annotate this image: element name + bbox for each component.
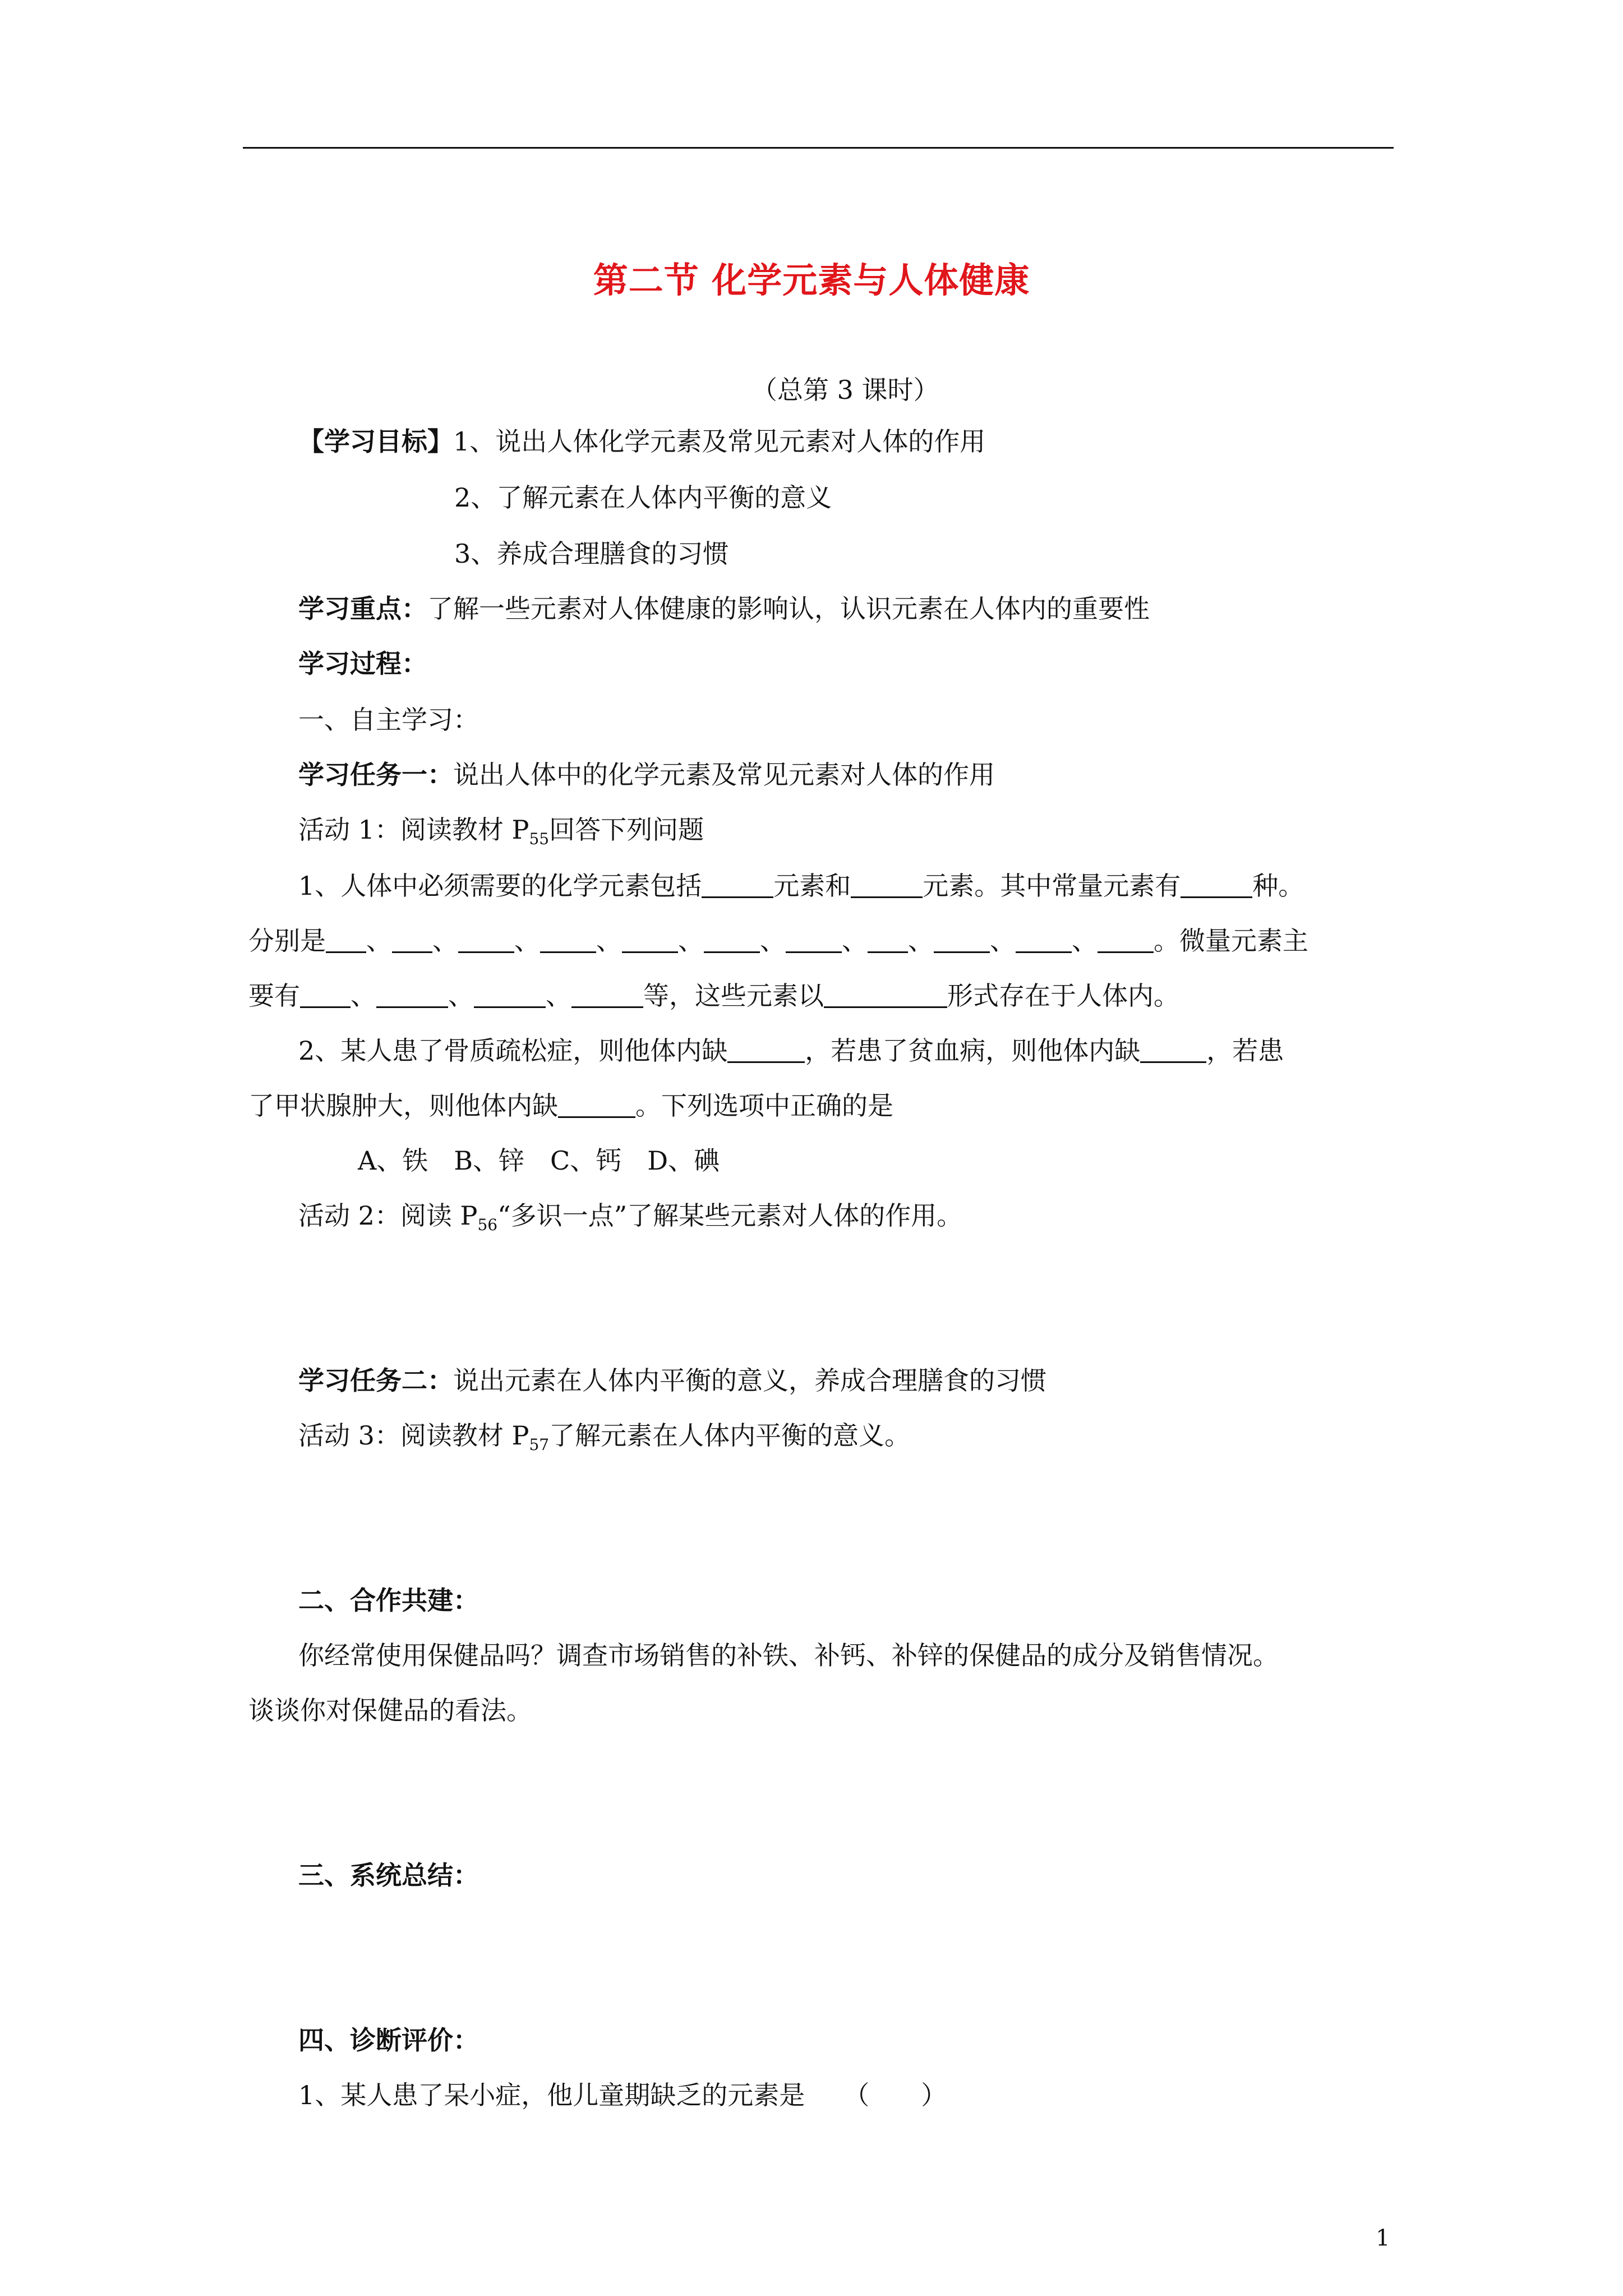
answer-blank[interactable] [1016, 927, 1072, 953]
answer-blank[interactable] [851, 872, 923, 898]
task-2-label: 学习任务二： [298, 1365, 453, 1396]
header-rule [243, 147, 1394, 149]
objectives-line-1 [298, 425, 985, 458]
q2-text: 2、某人患了骨质疏松症，则他体内缺 [298, 1036, 728, 1066]
answer-blank[interactable] [326, 927, 366, 953]
answer-blank[interactable] [622, 927, 678, 953]
q2-options: A、铁 B、锌 C、钙 D、碘 [358, 1145, 720, 1176]
activity-2-page: 56 [477, 1216, 498, 1234]
q1-line-3 [248, 979, 1179, 1013]
separator: 、 [760, 926, 786, 956]
separator: 、 [842, 926, 868, 956]
activity-2-prefix: 活动 2：阅读 P [298, 1200, 478, 1231]
section-cooperation: 二、合作共建： [298, 1585, 479, 1616]
q1-text: 形式存在于人体内。 [947, 981, 1179, 1011]
task-1 [298, 758, 995, 792]
answer-blank[interactable] [392, 927, 432, 953]
activity-3-prefix: 活动 3：阅读教材 P [298, 1420, 529, 1451]
q2-line-2 [248, 1089, 893, 1122]
separator: 、 [448, 981, 474, 1011]
answer-blank[interactable] [1140, 1037, 1206, 1063]
answer-blank[interactable] [1098, 927, 1154, 953]
objective-1: 1、说出人体化学元素及常见元素对人体的作用 [453, 426, 986, 457]
key-point [298, 592, 1150, 625]
q1-text: 。微量元素主 [1154, 926, 1308, 956]
separator: 、 [1072, 926, 1098, 956]
task-1-label: 学习任务一： [298, 760, 453, 790]
activity-3 [298, 1419, 910, 1462]
period-note: （总第 3 课时） [751, 375, 939, 405]
activity-3-page: 57 [529, 1435, 550, 1454]
activity-2 [298, 1199, 962, 1242]
activity-1-prefix: 活动 1：阅读教材 P [298, 815, 529, 845]
separator: 、 [432, 926, 458, 956]
separator: 、 [908, 926, 934, 956]
q1-line-1 [298, 869, 1304, 903]
q2-text: ，若患 [1206, 1036, 1284, 1066]
q1-text: 等，这些元素以 [643, 981, 824, 1011]
page-number: 1 [1376, 2225, 1390, 2251]
objective-3: 3、养成合理膳食的习惯 [454, 539, 729, 569]
q2-text: 。下列选项中正确的是 [635, 1091, 893, 1121]
separator: 、 [678, 926, 704, 956]
eval-question-1: 1、某人患了呆小症，他儿童期缺乏的元素是 （ ） [298, 2080, 947, 2110]
answer-blank[interactable] [727, 1037, 805, 1063]
answer-blank[interactable] [571, 982, 643, 1008]
coop-text-line-1: 你经常使用保健品吗？调查市场销售的补铁、补钙、补锌的保健品的成分及销售情况。 [298, 1640, 1279, 1671]
process-label: 学习过程： [298, 648, 427, 679]
key-point-text: 了解一些元素对人体健康的影响认，认识元素在人体内的重要性 [427, 593, 1150, 624]
activity-1-page: 55 [529, 830, 550, 848]
q1-text: 元素。其中常量元素有 [923, 871, 1181, 901]
separator: 、 [546, 981, 571, 1011]
task-1-text: 说出人体中的化学元素及常见元素对人体的作用 [453, 760, 995, 790]
answer-blank[interactable] [702, 872, 773, 898]
key-point-label: 学习重点： [298, 593, 427, 624]
q2-text: ，若患了贫血病，则他体内缺 [805, 1036, 1141, 1066]
separator: 、 [351, 981, 376, 1011]
section-summary: 三、系统总结： [298, 1860, 479, 1890]
activity-2-suffix: “多识一点”了解某些元素对人体的作用。 [497, 1200, 963, 1231]
answer-blank[interactable] [934, 927, 990, 953]
answer-blank[interactable] [474, 982, 546, 1008]
q1-text: 种。 [1252, 871, 1304, 901]
answer-blank[interactable] [1181, 872, 1252, 898]
section-evaluation: 四、诊断评价： [298, 2025, 479, 2055]
separator: 、 [366, 926, 392, 956]
answer-blank[interactable] [704, 927, 760, 953]
answer-blank[interactable] [300, 982, 351, 1008]
activity-3-suffix: 了解元素在人体内平衡的意义。 [549, 1420, 911, 1451]
objectives-label: 【学习目标】 [298, 426, 453, 457]
answer-blank[interactable] [824, 982, 947, 1008]
objective-2: 2、了解元素在人体内平衡的意义 [454, 482, 832, 513]
separator: 、 [514, 926, 540, 956]
section-self-study: 一、自主学习： [298, 705, 479, 735]
activity-1 [298, 813, 704, 856]
coop-text-line-2: 谈谈你对保健品的看法。 [248, 1695, 532, 1726]
answer-blank[interactable] [540, 927, 596, 953]
answer-blank[interactable] [868, 927, 908, 953]
answer-blank[interactable] [376, 982, 448, 1008]
activity-1-suffix: 回答下列问题 [549, 815, 704, 845]
q1-line-2 [248, 924, 1308, 958]
answer-blank[interactable] [558, 1092, 635, 1118]
q2-line-1 [298, 1034, 1284, 1068]
task-2-text: 说出元素在人体内平衡的意义，养成合理膳食的习惯 [453, 1365, 1046, 1396]
answer-blank[interactable] [458, 927, 514, 953]
separator: 、 [596, 926, 622, 956]
q1-text: 分别是 [248, 926, 326, 956]
answer-blank[interactable] [786, 927, 842, 953]
page-title: 第二节 化学元素与人体健康 [593, 260, 1030, 301]
q1-text: 要有 [248, 981, 300, 1011]
task-2 [298, 1364, 1046, 1397]
separator: 、 [990, 926, 1016, 956]
q2-text: 了甲状腺肿大，则他体内缺 [248, 1091, 558, 1121]
q1-text: 1、人体中必须需要的化学元素包括 [298, 871, 702, 901]
q1-text: 元素和 [773, 871, 851, 901]
